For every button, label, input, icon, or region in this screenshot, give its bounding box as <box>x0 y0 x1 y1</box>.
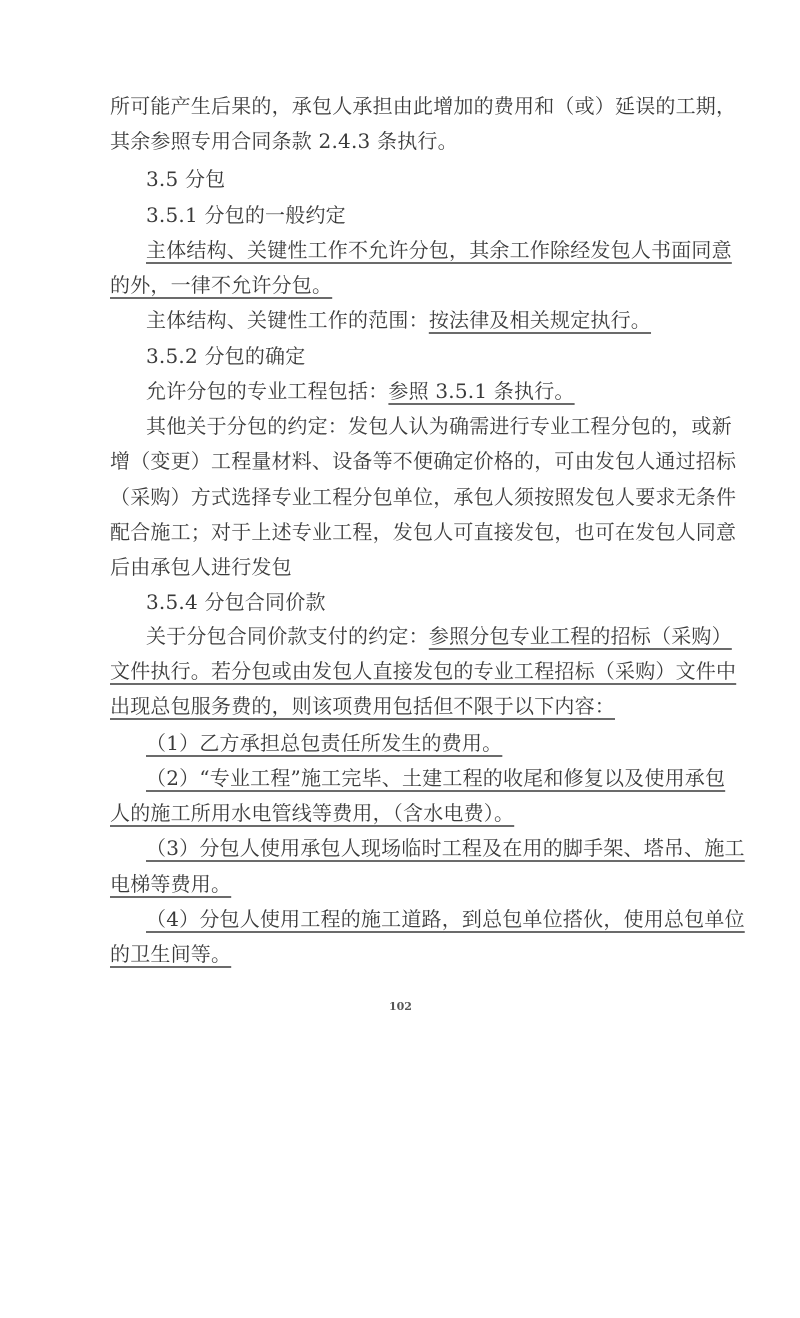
text-line <box>146 308 651 332</box>
field-label: 主体结构、关键性工作的范围： <box>146 308 429 332</box>
text-line: 其余参照专用合同条款 2.4.3 条执行。 <box>110 129 458 153</box>
text-line: 主体结构、关键性工作不允许分包，其余工作除经发包人书面同意 <box>146 238 732 262</box>
section-heading: 3.5 分包 <box>146 167 226 191</box>
subsection-heading: 3.5.1 分包的一般约定 <box>146 203 346 227</box>
page-number: 102 <box>389 1000 412 1013</box>
list-item: （3）分包人使用承包人现场临时工程及在用的脚手架、塔吊、施工 <box>146 836 745 860</box>
list-item: （4）分包人使用工程的施工道路，到总包单位搭伙，使用总包单位 <box>146 907 745 931</box>
subsection-heading: 3.5.4 分包合同价款 <box>146 590 326 614</box>
field-value: 参照 3.5.1 条执行。 <box>388 379 575 403</box>
list-item-continuation: 人的施工所用水电管线等费用，（含水电费）。 <box>110 801 515 825</box>
field-label: 关于分包合同价款支付的约定： <box>146 624 429 648</box>
subsection-heading: 3.5.2 分包的确定 <box>146 344 306 368</box>
text-line <box>146 624 732 648</box>
field-label: 允许分包的专业工程包括： <box>146 379 389 403</box>
text-line: 所可能产生后果的，承包人承担由此增加的费用和（或）延误的工期， <box>110 94 737 118</box>
text-line: （采购）方式选择专业工程分包单位，承包人须按照发包人要求无条件 <box>110 485 737 509</box>
text-line: 其他关于分包的约定：发包人认为确需进行专业工程分包的，或新 <box>146 414 732 438</box>
list-item: （2）“专业工程”施工完毕、土建工程的收尾和修复以及使用承包 <box>146 766 726 790</box>
text-line: 后由承包人进行发包 <box>110 555 292 579</box>
text-line: 增（变更）工程量材料、设备等不便确定价格的，可由发包人通过招标 <box>110 449 737 473</box>
text-line: 出现总包服务费的，则该项费用包括但不限于以下内容： <box>110 694 615 718</box>
text-line <box>146 379 575 403</box>
list-item: （1）乙方承担总包责任所发生的费用。 <box>146 731 503 755</box>
text-line: 的外，一律不允许分包。 <box>110 273 333 297</box>
list-item-continuation: 的卫生间等。 <box>110 942 232 966</box>
field-value: 参照分包专业工程的招标（采购） <box>428 624 732 648</box>
text-line: 文件执行。若分包或由发包人直接发包的专业工程招标（采购）文件中 <box>110 659 737 683</box>
field-value: 按法律及相关规定执行。 <box>428 308 652 332</box>
list-item-continuation: 电梯等费用。 <box>110 872 232 896</box>
text-line: 配合施工；对于上述专业工程，发包人可直接发包，也可在发包人同意 <box>110 520 737 544</box>
